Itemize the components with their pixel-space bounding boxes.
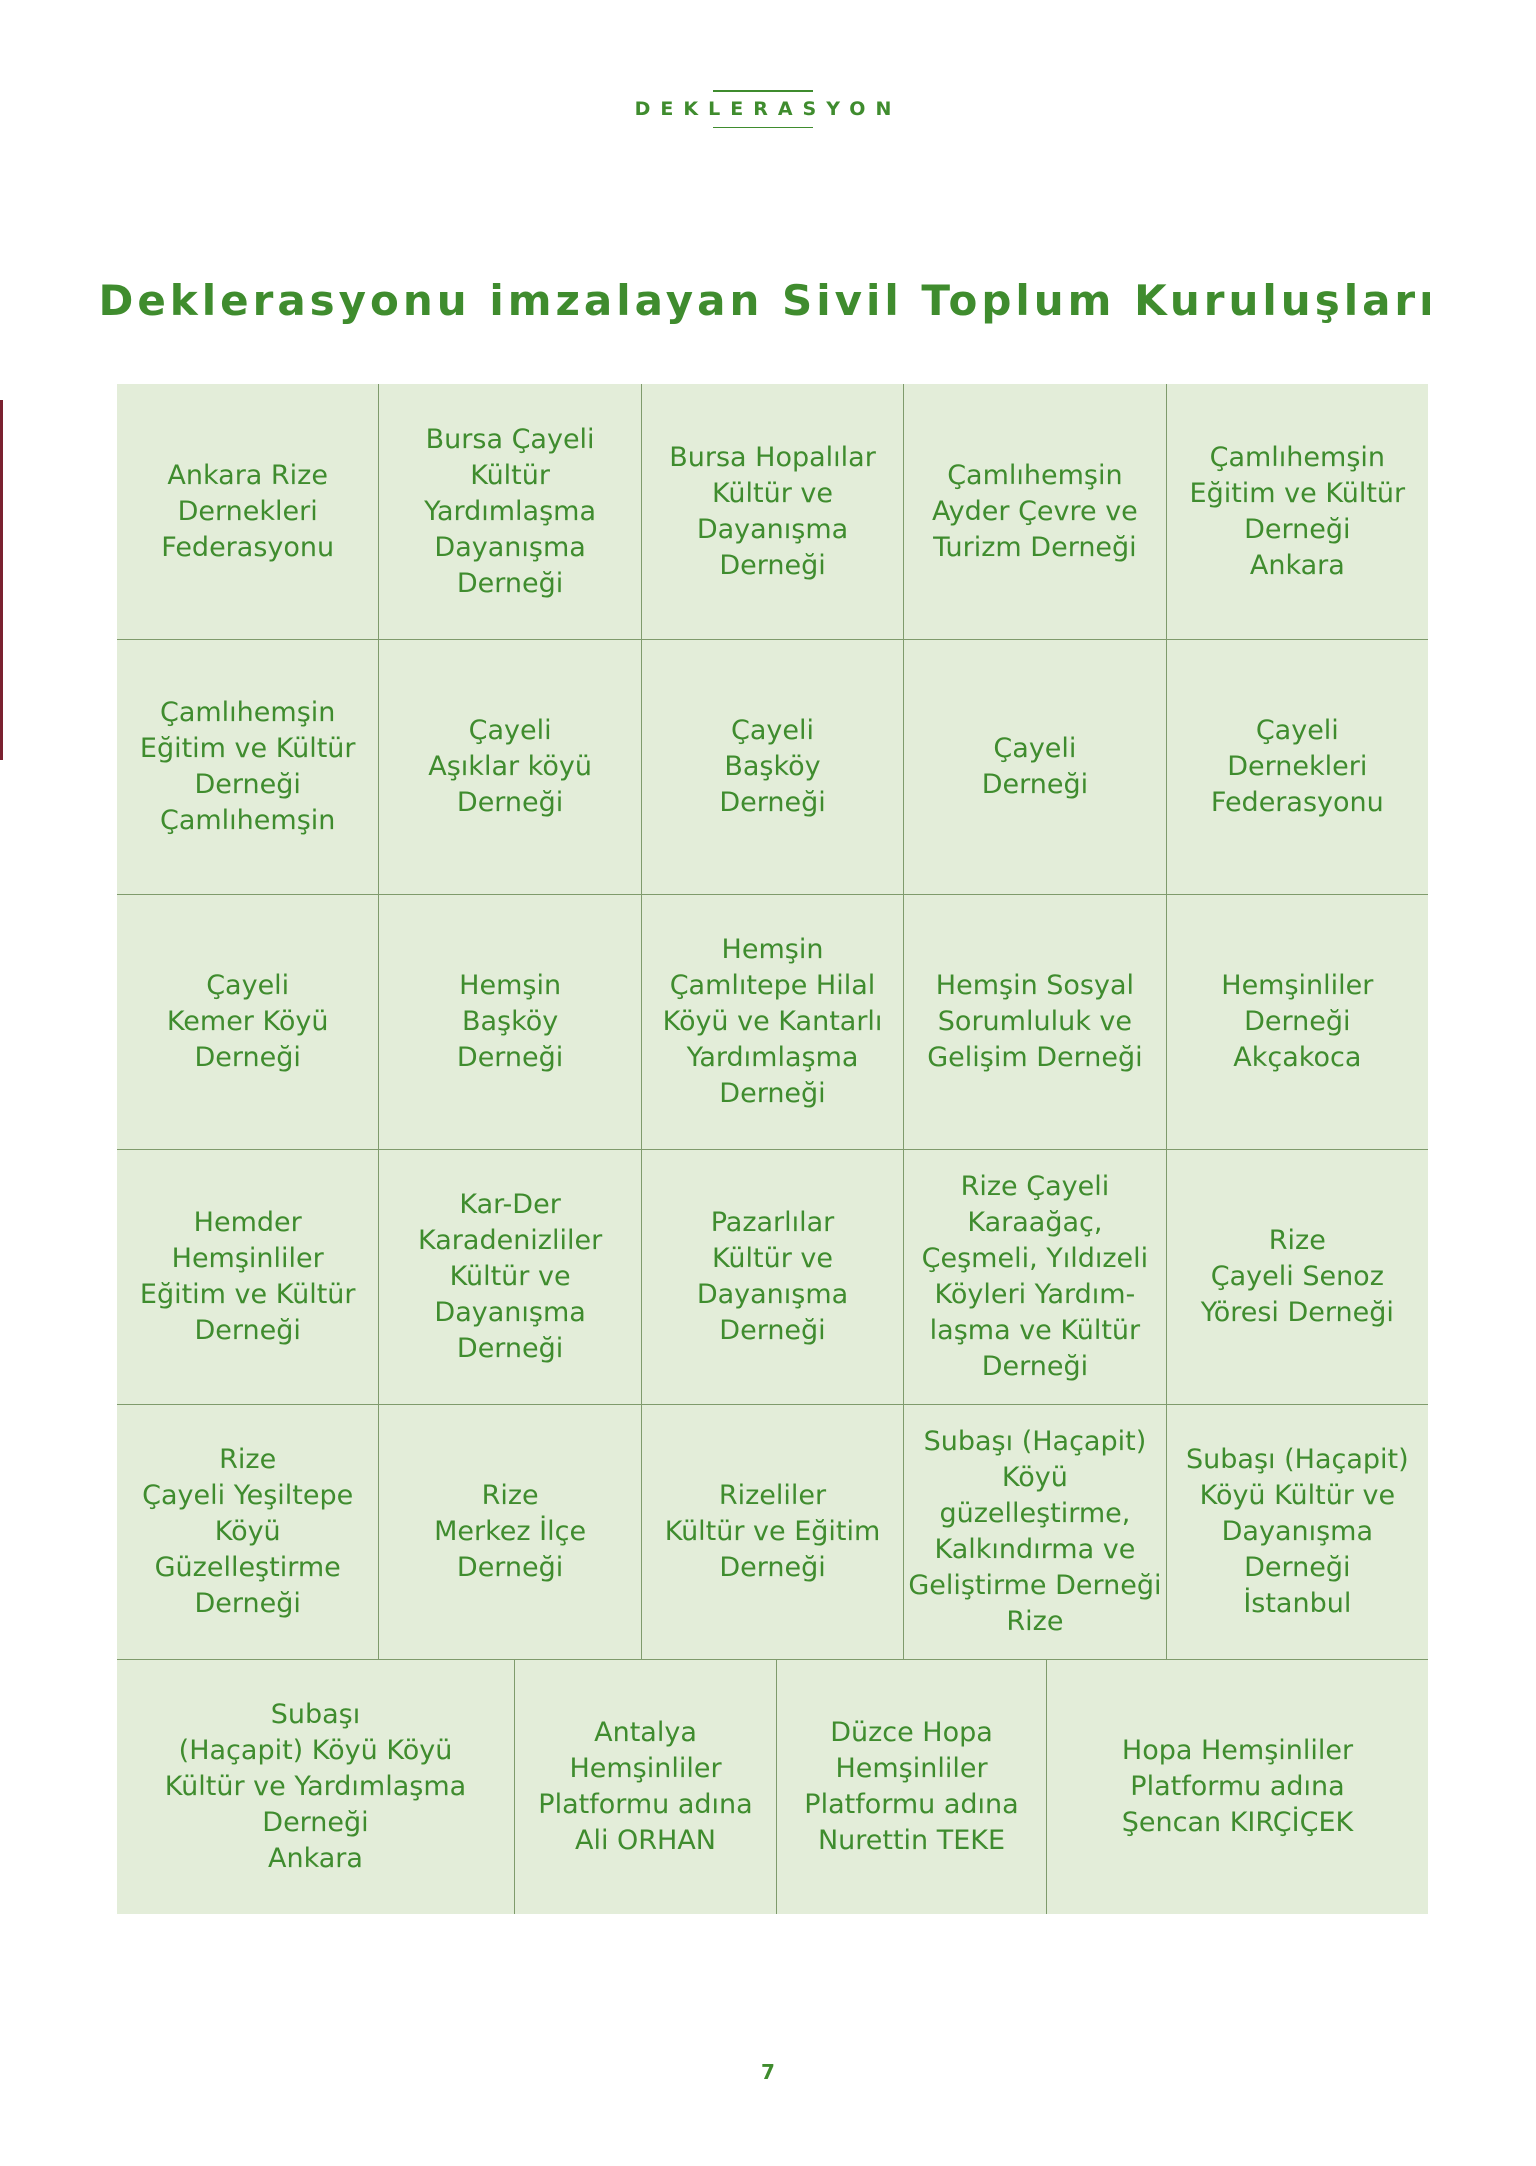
page-number: 7 (761, 2060, 775, 2084)
organization-cell: Pazarlılar Kültür ve Dayanışma Derneği (641, 1150, 903, 1404)
organization-cell: Hemşin Çamlıtepe Hilal Köyü ve Kantarlı Yardımlaşma Derneği (641, 895, 903, 1149)
organization-cell: Bursa Hopalılar Kültür ve Dayanışma Derneği (641, 384, 903, 639)
organization-cell: Subaşı (Haçapit) Köyü Köyü Kültür ve Yardımlaşma Derneği Ankara (164, 1699, 467, 1874)
table-row (117, 1404, 1428, 1659)
organization-cell: Hemşinliler Derneği Akçakoca (1166, 895, 1428, 1149)
organization-cell: Rize Çayeli Yeşiltepe Köyü Güzelleştirme Derneği (142, 1444, 354, 1619)
organization-cell: Çayeli Derneği (903, 640, 1165, 894)
organization-cell: Rize Çayeli Senoz Yöresi Derneği (1166, 1150, 1428, 1404)
table-row (117, 639, 1428, 894)
table-row (117, 894, 1428, 1149)
left-edge-mark (0, 400, 3, 760)
organization-cell: Hemder Hemşinliler Eğitim ve Kültür Derneği (139, 1207, 356, 1346)
organization-cell: Ankara Rize Dernekleri Federasyonu (161, 459, 335, 563)
table-row (117, 1149, 1428, 1404)
organization-cell: Hemşin Sosyal Sorumluluk ve Gelişim Derneği (903, 895, 1165, 1149)
organization-cell: Çayeli Dernekleri Federasyonu (1166, 640, 1428, 894)
organization-cell: Düzce Hopa Hemşinliler Platformu adına Nurettin TEKE (776, 1660, 1046, 1914)
organization-cell: Çayeli Başköy Derneği (641, 640, 903, 894)
organization-cell: Çamlıhemşin Eğitim ve Kültür Derneği Çamlıhemşin (139, 697, 356, 836)
page-header (0, 98, 1536, 120)
organization-cell: Subaşı (Haçapit) Köyü Kültür ve Dayanışma Derneği İstanbul (1166, 1405, 1428, 1659)
organization-cell: Çamlıhemşin Ayder Çevre ve Turizm Derneği (903, 384, 1165, 639)
page-title: Deklerasyonu imzalayan Sivil Toplum Kuruluşları (98, 276, 1438, 325)
organization-cell: Kar-Der Karadenizliler Kültür ve Dayanışma Derneği (378, 1150, 640, 1404)
header-label: DEKLERASYON (634, 98, 902, 120)
organization-cell: Çamlıhemşin Eğitim ve Kültür Derneği Ankara (1166, 384, 1428, 639)
organization-cell: Rize Çayeli Karaağaç, Çeşmeli, Yıldızeli Köyleri Yardım- laşma ve Kültür Derneği (903, 1150, 1165, 1404)
organizations-table (117, 384, 1428, 1914)
organization-cell: Rizeliler Kültür ve Eğitim Derneği (641, 1405, 903, 1659)
organization-cell: Rize Merkez İlçe Derneği (378, 1405, 640, 1659)
organization-cell: Çayeli Aşıklar köyü Derneği (378, 640, 640, 894)
organization-cell: Antalya Hemşinliler Platformu adına Ali ORHAN (514, 1660, 776, 1914)
organization-cell: Çayeli Kemer Köyü Derneği (166, 970, 329, 1073)
organization-cell: Hopa Hemşinliler Platformu adına Şencan KIRÇİÇEK (1046, 1660, 1428, 1914)
table-row (117, 1659, 1428, 1914)
organization-cell: Hemşin Başköy Derneği (378, 895, 640, 1149)
organization-cell: Subaşı (Haçapit) Köyü güzelleştirme, Kalkındırma ve Geliştirme Derneği Rize (903, 1405, 1165, 1659)
organization-cell: Bursa Çayeli Kültür Yardımlaşma Dayanışma Derneği (378, 384, 640, 639)
table-row (117, 384, 1428, 639)
